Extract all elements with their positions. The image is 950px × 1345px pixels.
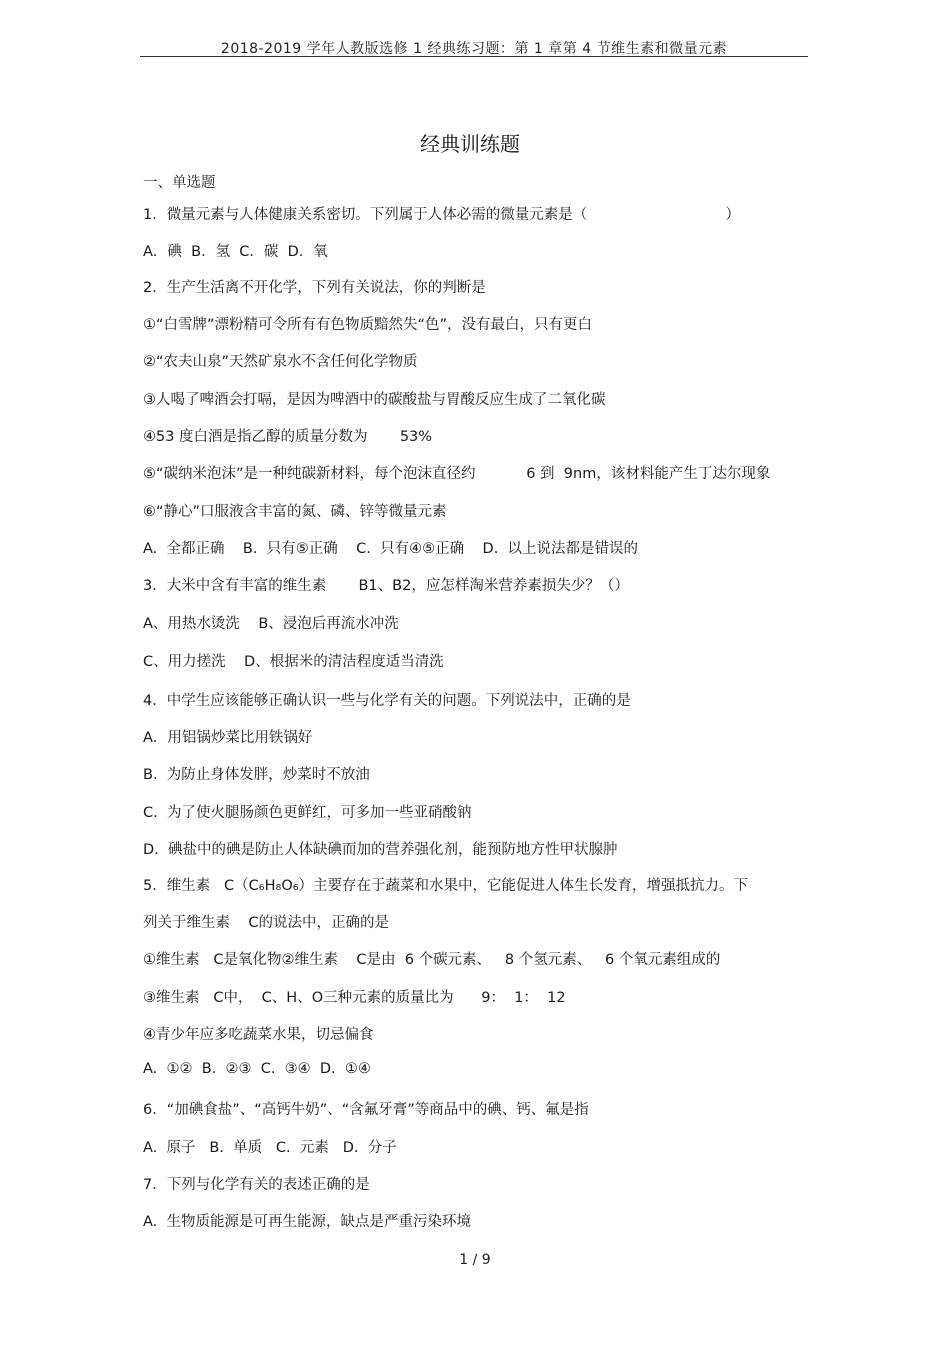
question-5-statement-4: ④青少年应多吃蔬菜水果，切忌偏食 — [143, 1027, 374, 1043]
question-4: 4．中学生应该能够正确认识一些与化学有关的问题。下列说法中，正确的是 — [143, 693, 631, 709]
question-2-statement-4: ④53 度白酒是指乙醇的质量分数为 53% — [143, 429, 433, 445]
question-2-options: A. 全都正确 B. 只有⑤正确 C. 只有④⑤正确 D. 以上说法都是错误的 — [143, 541, 639, 557]
question-5-options: A. ①② B. ②③ C. ③④ D. ①④ — [143, 1061, 371, 1077]
question-2-statement-2: ②“农夫山泉”天然矿泉水不含任何化学物质 — [143, 354, 418, 370]
question-2-statement-5: ⑤“碳纳米泡沫”是一种纯碳新材料，每个泡沫直径约 6 到 9nm，该材料能产生丁达尔现象 — [143, 466, 771, 482]
question-1-options: A．碘 B．氢 C．碳 D．氧 — [143, 244, 328, 260]
question-5: 5．维生素 C（C₆H₈O₆）主要存在于蔬菜和水果中，它能促进人体生长发育，增强抵抗力。下 — [143, 878, 749, 894]
document-title: 经典训练题 — [420, 132, 520, 156]
question-2-statement-3: ③人喝了啤酒会打嗝，是因为啤酒中的碳酸盐与胃酸反应生成了二氧化碳 — [143, 392, 606, 408]
question-3-options-ab: A、用热水烫洗 B、浸泡后再流水冲洗 — [143, 616, 399, 632]
question-7: 7．下列与化学有关的表述正确的是 — [143, 1177, 370, 1193]
section-heading: 一、单选题 — [143, 175, 216, 191]
question-6: 6．“加碘食盐”、“高钙牛奶”、“含氟牙膏”等商品中的碘、钙、氟是指 — [143, 1102, 589, 1118]
question-4-option-c: C. 为了使火腿肠颜色更鲜红，可多加一些亚硝酸钠 — [143, 805, 472, 821]
question-3: 3．大米中含有丰富的维生素 B1、B2，应怎样淘米营养素损失少？（） — [143, 578, 629, 594]
page-indicator: 1 / 9 — [459, 1252, 491, 1268]
question-2-statement-1: ①“白雪牌”漂粉精可令所有有色物质黯然失“色”，没有最白，只有更白 — [143, 317, 593, 333]
question-5-continued: 列关于维生素 C的说法中，正确的是 — [143, 915, 390, 931]
question-4-option-a: A．用铝锅炒菜比用铁锅好 — [143, 730, 313, 746]
question-4-option-b: B. 为防止身体发胖，炒菜时不放油 — [143, 767, 370, 783]
question-4-option-d: D. 碘盐中的碘是防止人体缺碘而加的营养强化剂，能预防地方性甲状腺肿 — [143, 842, 618, 858]
question-2: 2．生产生活离不开化学，下列有关说法，你的判断是 — [143, 280, 486, 296]
question-2-statement-6: ⑥“静心”口服液含丰富的氮、磷、锌等微量元素 — [143, 504, 447, 520]
question-7-option-a: A. 生物质能源是可再生能源，缺点是严重污染环境 — [143, 1214, 471, 1230]
question-5-statement-3: ③维生素 C中， C、H、O三种元素的质量比为 9： 1： 12 — [143, 990, 566, 1006]
question-3-options-cd: C、用力搓洗 D、根据米的清洁程度适当清洗 — [143, 654, 444, 670]
header-rule — [140, 56, 808, 57]
question-6-options: A. 原子 B. 单质 C. 元素 D. 分子 — [143, 1140, 397, 1156]
question-1: 1．微量元素与人体健康关系密切。下列属于人体必需的微量元素是（ ） — [143, 207, 740, 223]
page-header: 2018-2019 学年人教版选修 1 经典练习题：第 1 章第 4 节维生素和微量元素 — [220, 41, 728, 57]
question-5-statements-1-2: ①维生素 C是氧化物②维生素 C是由 6 个碳元素、 8 个氢元素、 6 个氧元素组成的 — [143, 952, 721, 968]
